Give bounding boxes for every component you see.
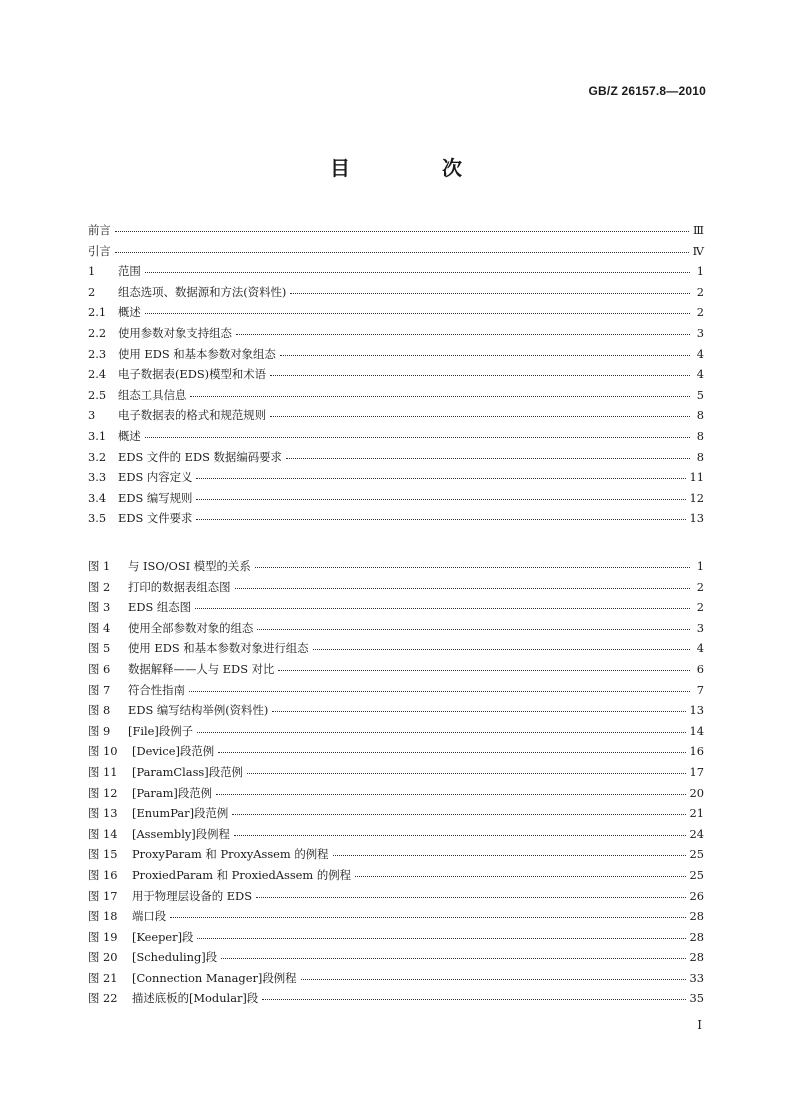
toc-entry-page: 8 [696, 408, 704, 423]
toc-entry-title: ProxiedParam 和 ProxiedAssem 的例程 [132, 867, 351, 882]
toc-entry-number: 图 1 [88, 559, 111, 573]
dot-leader [218, 743, 685, 755]
toc-entry-page: 25 [689, 867, 704, 882]
toc-entry-page: 4 [696, 367, 704, 382]
toc-entry[interactable] [88, 888, 704, 909]
toc-entry-number: 图 14 [88, 826, 118, 841]
toc-entry-title: 用于物理层设备的 EDS [132, 888, 252, 903]
toc-entry-title: [Connection Manager]段例程 [132, 970, 297, 985]
toc-entry[interactable] [88, 640, 704, 661]
toc-entry-page: 13 [689, 703, 704, 718]
toc-entry-number: 图 9 [88, 723, 111, 738]
dot-leader [145, 428, 690, 440]
toc-entry-number: 2 [88, 284, 96, 299]
toc-entry[interactable] [88, 284, 704, 305]
dot-leader [197, 723, 686, 735]
toc-entry-number: 图 11 [88, 764, 118, 779]
toc-entry[interactable] [88, 805, 704, 826]
toc-entry-title: EDS 文件的 EDS 数据编码要求 [118, 449, 282, 464]
toc-entry-title: 组态工具信息 [118, 387, 187, 402]
toc-entry-title: [EnumPar]段范例 [132, 806, 229, 821]
toc-entry-title: 使用 EDS 和基本参数对象组态 [118, 346, 276, 361]
toc-entry-number: 2.2 [88, 325, 107, 340]
toc-entry-page: 11 [689, 470, 704, 485]
toc-entry-title: 使用 EDS 和基本参数对象进行组态 [128, 641, 309, 656]
dot-leader [170, 908, 685, 920]
toc-entry[interactable] [88, 407, 704, 428]
toc-entry-number: 图 12 [88, 785, 118, 800]
dot-leader [196, 469, 685, 481]
dot-leader [236, 325, 690, 337]
dot-leader [235, 579, 690, 591]
toc-entry[interactable] [88, 449, 704, 470]
toc-entry[interactable] [88, 702, 704, 723]
toc-entry[interactable] [88, 785, 704, 806]
dot-leader [270, 407, 690, 419]
toc-entry-number: 3 [88, 408, 96, 423]
toc-entry-title: ProxyParam 和 ProxyAssem 的例程 [132, 847, 329, 862]
toc-entry-number: 图 17 [88, 888, 118, 903]
dot-leader [195, 599, 690, 611]
toc-entry-page: 35 [689, 991, 704, 1006]
toc-entry-number: 2.1 [88, 305, 107, 320]
toc-entry-title: 符合性指南 [128, 682, 185, 697]
toc-entry[interactable] [88, 990, 704, 1011]
toc-entry[interactable] [88, 469, 704, 490]
dot-leader [247, 764, 686, 776]
toc-entry[interactable] [88, 908, 704, 929]
dot-leader [256, 888, 686, 900]
toc-entry-number: 图 19 [88, 929, 118, 944]
toc-entry-page: 24 [689, 826, 704, 841]
toc-entry-title: [File]段例子 [128, 723, 193, 738]
toc-entry-page: 2 [696, 305, 704, 320]
standard-code: GB/Z 26157.8—2010 [588, 84, 706, 98]
toc-entry[interactable] [88, 490, 704, 511]
toc-entry-number: 图 20 [88, 950, 118, 965]
toc-entry-number: 图 8 [88, 703, 111, 718]
toc-entry-page: Ⅲ [693, 223, 704, 237]
toc-entry-page: 8 [696, 428, 704, 443]
toc-entry-number: 3.4 [88, 490, 107, 505]
dot-leader [301, 970, 686, 982]
dot-leader [234, 826, 686, 838]
toc-entry-number: 图 18 [88, 909, 118, 924]
toc-entry-number: 图 16 [88, 867, 118, 882]
toc-entry-page: Ⅳ [692, 243, 704, 258]
toc-entry-title: EDS 文件要求 [118, 511, 193, 526]
dot-leader [190, 387, 690, 399]
toc-entry[interactable] [88, 222, 704, 243]
dot-leader [280, 346, 690, 358]
toc-entry-page: 26 [689, 888, 704, 903]
dot-leader [216, 785, 685, 797]
toc-entry-title: EDS 编写结构举例(资料性) [128, 703, 269, 718]
toc-entry-number: 2.5 [88, 387, 107, 402]
toc-entry-page: 28 [689, 909, 704, 924]
toc-entry-number: 1 [88, 264, 96, 279]
toc-entry-page: 28 [689, 929, 704, 944]
toc-entry-page: 4 [696, 641, 704, 656]
toc-entry-page: 3 [696, 620, 704, 635]
toc-entry-title: EDS 内容定义 [118, 470, 193, 485]
toc-entry-page: 12 [689, 490, 704, 505]
dot-leader [232, 805, 685, 817]
toc-entry-number: 图 4 [88, 620, 111, 635]
toc-entry-page: 13 [689, 511, 704, 526]
toc-entry[interactable] [88, 304, 704, 325]
toc-entry-title: 引言 [88, 243, 111, 258]
dot-leader [197, 929, 685, 941]
toc-entry-page: 17 [689, 764, 704, 779]
toc-entry-page: 16 [689, 744, 704, 759]
toc-entry[interactable] [88, 846, 704, 867]
toc-entry-title: 使用全部参数对象的组态 [128, 620, 254, 635]
toc-entry-number: 图 10 [88, 744, 118, 759]
toc-entry-title: 打印的数据表组态图 [128, 579, 231, 594]
dot-leader [290, 284, 690, 296]
toc-entry[interactable] [88, 579, 704, 600]
toc-entry-page: 5 [696, 387, 704, 402]
toc-entry-title: 描述底板的[Modular]段 [132, 991, 259, 1006]
toc-entry[interactable] [88, 661, 704, 682]
toc-entry-title: [Assembly]段例程 [132, 826, 230, 841]
toc-entry-number: 图 3 [88, 600, 111, 615]
toc-entry-title: 组态选项、数据源和方法(资料性) [118, 284, 287, 299]
toc-entry[interactable] [88, 387, 704, 408]
toc-entry[interactable] [88, 929, 704, 950]
toc-entry[interactable] [88, 743, 704, 764]
toc-entry[interactable] [88, 867, 704, 888]
dot-leader [221, 949, 685, 961]
toc-entry-number: 3.2 [88, 449, 107, 464]
toc-entry[interactable] [88, 243, 704, 264]
toc-entry-page: 25 [689, 847, 704, 862]
toc-entry-title: [ParamClass]段范例 [132, 764, 243, 779]
toc-entry-page: 21 [689, 806, 704, 821]
toc-entry-page: 2 [696, 579, 704, 594]
toc-entry-page: 14 [689, 723, 704, 738]
dot-leader [255, 558, 690, 570]
dot-leader [196, 490, 685, 502]
toc-entry[interactable] [88, 366, 704, 387]
toc-entry-number: 2.3 [88, 346, 107, 361]
toc-entry[interactable] [88, 620, 704, 641]
toc-entry-title: 使用参数对象支持组态 [118, 325, 232, 340]
toc-entry-page: 3 [696, 325, 704, 340]
toc-entry-title: 数据解释——人与 EDS 对比 [128, 661, 275, 676]
toc-entry-page: 7 [696, 682, 704, 697]
toc-entry-number: 图 2 [88, 579, 111, 594]
toc-entry-title: 前言 [88, 223, 111, 237]
toc-entry-number: 2.4 [88, 367, 107, 382]
toc-entry-title: EDS 编写规则 [118, 490, 193, 505]
dot-leader [333, 846, 686, 858]
toc-entry[interactable] [88, 428, 704, 449]
toc-entry-title: 电子数据表的格式和规范规则 [118, 408, 267, 423]
dot-leader [272, 702, 685, 714]
dot-leader [286, 449, 690, 461]
toc-entry[interactable] [88, 346, 704, 367]
toc-entry-title: [Device]段范例 [132, 744, 215, 759]
toc-figures-list [88, 558, 704, 1011]
toc-entry-page: 2 [696, 600, 704, 615]
toc-entry-title: [Keeper]段 [132, 929, 194, 944]
toc-entry-page: 4 [696, 346, 704, 361]
toc-entry-title: 与 ISO/OSI 模型的关系 [128, 559, 251, 573]
toc-entry-number: 图 15 [88, 847, 118, 862]
dot-leader [355, 867, 686, 879]
toc-entry[interactable] [88, 263, 704, 284]
toc-entry-page: 8 [696, 449, 704, 464]
toc-entry-number: 图 6 [88, 661, 111, 676]
toc-entry-number: 3.5 [88, 511, 107, 526]
toc-entry[interactable] [88, 764, 704, 785]
toc-entry-page: 1 [696, 264, 704, 279]
toc-entry-title: 电子数据表(EDS)模型和术语 [118, 367, 267, 382]
toc-entry-number: 图 7 [88, 682, 111, 697]
toc-entry-title: 端口段 [132, 909, 167, 924]
page-folio: I [697, 1018, 702, 1032]
dot-leader [257, 620, 690, 632]
toc-entry-title: 概述 [118, 305, 141, 320]
toc-entry-title: 概述 [118, 428, 141, 443]
toc-entry[interactable] [88, 325, 704, 346]
toc-entry[interactable] [88, 599, 704, 620]
toc-entry-title: [Scheduling]段 [132, 950, 218, 965]
toc-entry-number: 3.3 [88, 470, 107, 485]
toc-entry[interactable] [88, 558, 704, 579]
toc-entry-number: 图 5 [88, 641, 111, 656]
toc-entry[interactable] [88, 970, 704, 991]
toc-entry-number: 图 21 [88, 970, 118, 985]
toc-main-list [88, 222, 704, 531]
toc-entry[interactable] [88, 826, 704, 847]
toc-entry-page: 6 [696, 661, 704, 676]
toc-entry-title: [Param]段范例 [132, 785, 213, 800]
toc-entry-title: 范围 [118, 264, 141, 279]
dot-leader [262, 990, 685, 1002]
toc-entry-page: 2 [696, 284, 704, 299]
dot-leader [115, 243, 689, 255]
toc-entry-page: 20 [689, 785, 704, 800]
dot-leader [115, 222, 689, 234]
toc-entry-page: 33 [689, 970, 704, 985]
toc-entry-number: 3.1 [88, 428, 107, 443]
dot-leader [145, 304, 690, 316]
toc-entry[interactable] [88, 510, 704, 531]
toc-entry[interactable] [88, 949, 704, 970]
toc-entry-number: 图 13 [88, 806, 118, 821]
toc-entry-page: 28 [689, 950, 704, 965]
dot-leader [196, 510, 685, 522]
toc-entry-page: 1 [696, 559, 704, 573]
page-title: 目 次 [330, 156, 498, 180]
toc-entry-title: EDS 组态图 [128, 600, 192, 615]
toc-entry[interactable] [88, 682, 704, 703]
dot-leader [278, 661, 690, 673]
toc-entry[interactable] [88, 723, 704, 744]
dot-leader [189, 682, 690, 694]
toc-entry-number: 图 22 [88, 991, 118, 1006]
dot-leader [313, 640, 690, 652]
dot-leader [270, 366, 690, 378]
dot-leader [145, 263, 690, 275]
